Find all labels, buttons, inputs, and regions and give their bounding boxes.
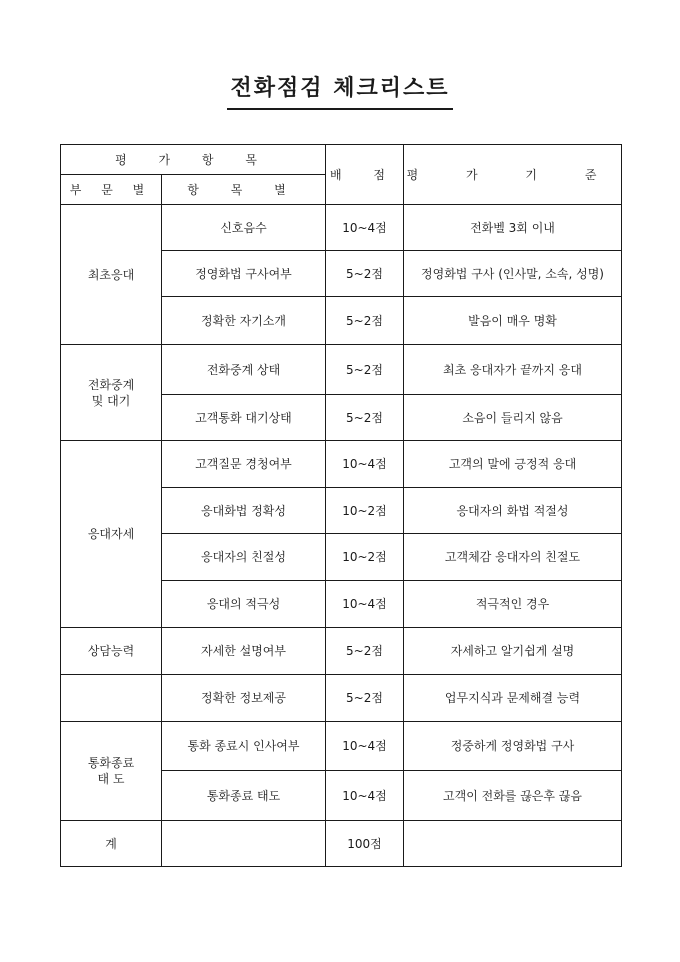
criteria-cell: 전화벨 3회 이내 <box>404 205 622 251</box>
total-row <box>61 821 622 867</box>
criteria-cell: 발음이 매우 명확 <box>404 297 622 345</box>
table-row <box>61 722 622 771</box>
table-row <box>61 441 622 488</box>
score-cell: 10~4점 <box>326 441 404 488</box>
criteria-cell: 고객체감 응대자의 친절도 <box>404 534 622 581</box>
item-cell: 고객질문 경청여부 <box>162 441 326 488</box>
criteria-cell: 자세하고 알기쉽게 설명 <box>404 628 622 675</box>
score-cell: 10~4점 <box>326 722 404 771</box>
score-cell: 10~2점 <box>326 488 404 534</box>
header-item: 항 목 별 <box>162 175 326 205</box>
item-cell: 응대자의 친절성 <box>162 534 326 581</box>
criteria-cell: 업무지식과 문제해결 능력 <box>404 675 622 722</box>
item-cell: 정영화법 구사여부 <box>162 251 326 297</box>
title-area <box>0 74 680 110</box>
score-cell: 5~2점 <box>326 395 404 441</box>
total-criteria-empty <box>404 821 622 867</box>
header-eval-items: 평 가 항 목 <box>61 145 326 175</box>
score-cell: 10~2점 <box>326 534 404 581</box>
header-row-top <box>61 145 622 175</box>
criteria-cell: 정중하게 정영화법 구사 <box>404 722 622 771</box>
item-cell: 정확한 자기소개 <box>162 297 326 345</box>
item-cell: 전화중계 상태 <box>162 345 326 395</box>
table-row <box>61 205 622 251</box>
checklist-table <box>60 144 622 867</box>
header-category: 부 문 별 <box>61 175 162 205</box>
item-cell: 고객통화 대기상태 <box>162 395 326 441</box>
item-cell: 통화종료 태도 <box>162 771 326 821</box>
item-cell: 정확한 정보제공 <box>162 675 326 722</box>
category-cell: 통화종료 태 도 <box>61 722 162 821</box>
score-cell: 10~4점 <box>326 205 404 251</box>
item-cell: 통화 종료시 인사여부 <box>162 722 326 771</box>
criteria-cell: 정영화법 구사 (인사말, 소속, 성명) <box>404 251 622 297</box>
score-cell: 5~2점 <box>326 345 404 395</box>
criteria-cell: 적극적인 경우 <box>404 581 622 628</box>
header-criteria: 평 가 기 준 <box>404 145 622 205</box>
table-row <box>61 675 622 722</box>
header-score: 배 점 <box>326 145 404 205</box>
criteria-cell: 고객의 말에 긍정적 응대 <box>404 441 622 488</box>
category-cell: 최초응대 <box>61 205 162 345</box>
score-cell: 5~2점 <box>326 628 404 675</box>
criteria-cell: 소음이 들리지 않음 <box>404 395 622 441</box>
category-cell: 전화중계 및 대기 <box>61 345 162 441</box>
table-row <box>61 628 622 675</box>
page-title: 전화점검 체크리스트 <box>227 74 454 110</box>
score-cell: 5~2점 <box>326 251 404 297</box>
criteria-cell: 최초 응대자가 끝까지 응대 <box>404 345 622 395</box>
score-cell: 10~4점 <box>326 581 404 628</box>
item-cell: 자세한 설명여부 <box>162 628 326 675</box>
table-row <box>61 345 622 395</box>
score-cell: 5~2점 <box>326 675 404 722</box>
total-label: 계 <box>61 821 162 867</box>
total-score: 100점 <box>326 821 404 867</box>
criteria-cell: 응대자의 화법 적절성 <box>404 488 622 534</box>
item-cell: 신호음수 <box>162 205 326 251</box>
category-cell-empty <box>61 675 162 722</box>
item-cell: 응대의 적극성 <box>162 581 326 628</box>
item-cell: 응대화법 정확성 <box>162 488 326 534</box>
criteria-cell: 고객이 전화를 끊은후 끊음 <box>404 771 622 821</box>
score-cell: 10~4점 <box>326 771 404 821</box>
category-cell: 응대자세 <box>61 441 162 628</box>
category-cell: 상담능력 <box>61 628 162 675</box>
score-cell: 5~2점 <box>326 297 404 345</box>
total-item-empty <box>162 821 326 867</box>
